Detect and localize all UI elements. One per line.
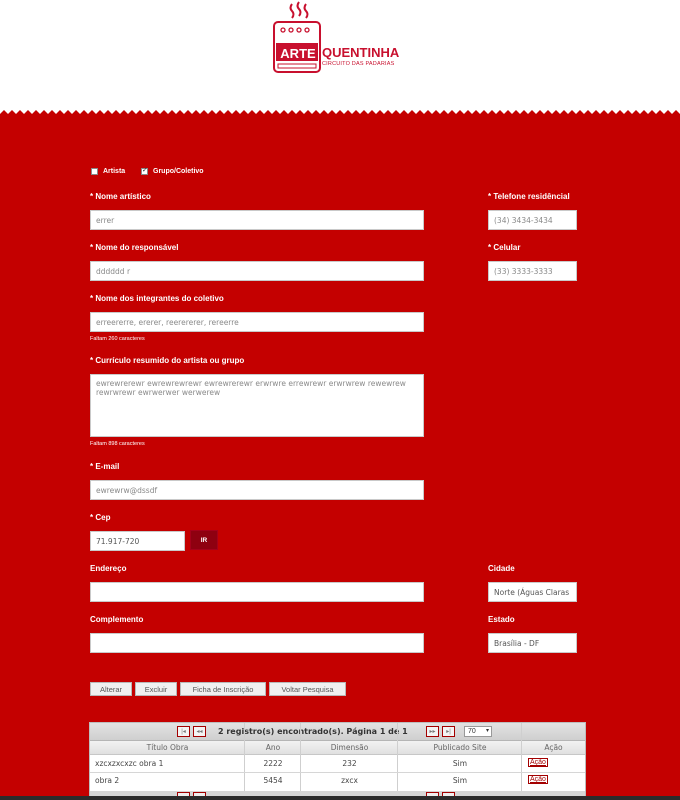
- integrantes-input[interactable]: erreererre, ererer, reerererer, rereerre: [90, 312, 424, 332]
- cell-dimensao: zxcx: [341, 776, 358, 785]
- endereco-label: Endereço: [90, 564, 127, 573]
- email-label: * E-mail: [90, 462, 120, 471]
- grupo-coletivo-checkbox-label: Grupo/Coletivo: [153, 168, 204, 175]
- last-page-button[interactable]: ▸|: [442, 726, 455, 737]
- telefone-input[interactable]: (34) 3434-3434: [488, 210, 577, 230]
- excluir-button[interactable]: Excluir: [135, 682, 177, 696]
- artista-checkbox[interactable]: [91, 168, 98, 175]
- nome-artistico-input[interactable]: errer: [90, 210, 424, 230]
- logo-word-quentinha: QUENTINHA: [322, 45, 400, 60]
- integrantes-char-count: Faltam 260 caracteres: [90, 336, 145, 342]
- cell-titulo: obra 2: [95, 776, 120, 785]
- page-size-select[interactable]: 70 ▾: [464, 726, 492, 737]
- grupo-coletivo-checkbox[interactable]: [141, 168, 148, 175]
- telefone-label: * Telefone residêncial: [488, 192, 570, 201]
- site-header: [0, 0, 680, 115]
- cell-titulo: xzcxzxcxzc obra 1: [95, 759, 164, 768]
- celular-label: * Celular: [488, 243, 521, 252]
- col-header-ano[interactable]: Ano: [265, 743, 281, 752]
- nome-artistico-label: * Nome artístico: [90, 192, 151, 201]
- responsavel-input[interactable]: dddddd r: [90, 261, 424, 281]
- cell-ano: 5454: [263, 776, 283, 785]
- next-page-button[interactable]: ▸▸: [426, 726, 439, 737]
- row-divider: [90, 772, 585, 773]
- cell-publicado: Sim: [452, 759, 468, 768]
- cell-dimensao: 232: [342, 759, 357, 768]
- curriculo-label: * Currículo resumido do artista ou grupo: [90, 356, 245, 365]
- col-header-acao: Ação: [544, 743, 563, 752]
- zigzag-divider: [0, 106, 680, 118]
- cep-label: * Cep: [90, 513, 111, 522]
- complemento-input[interactable]: [90, 633, 424, 653]
- logo-tagline: CIRCUITO DAS PADARIAS: [322, 61, 395, 67]
- cidade-label: Cidade: [488, 564, 515, 573]
- alterar-button[interactable]: Alterar: [90, 682, 132, 696]
- estado-select[interactable]: Brasília - DF: [488, 633, 577, 653]
- col-header-publicado[interactable]: Publicado Site: [433, 743, 487, 752]
- estado-label: Estado: [488, 615, 515, 624]
- window-bottom-edge: [0, 796, 680, 800]
- row-action-link[interactable]: Ação: [530, 759, 546, 766]
- cidade-input[interactable]: Norte (Águas Claras: [488, 582, 577, 602]
- curriculo-char-count: Faltam 898 caracteres: [90, 441, 145, 447]
- obras-grid: [89, 722, 586, 800]
- integrantes-label: * Nome dos integrantes do coletivo: [90, 294, 224, 303]
- responsavel-label: * Nome do responsável: [90, 243, 179, 252]
- pager-status: 2 registro(s) encontrado(s). Página 1 de 1: [218, 727, 408, 736]
- row-action-link[interactable]: Ação: [530, 776, 546, 783]
- endereco-input[interactable]: [90, 582, 424, 602]
- celular-input[interactable]: (33) 3333-3333: [488, 261, 577, 281]
- email-input[interactable]: ewrewrw@dssdf: [90, 480, 424, 500]
- cep-input[interactable]: 71.917-720: [90, 531, 185, 551]
- cell-publicado: Sim: [452, 776, 468, 785]
- arte-quentinha-logo[interactable]: [272, 0, 412, 80]
- first-page-button[interactable]: |◂: [177, 726, 190, 737]
- col-header-titulo[interactable]: Título Obra: [146, 743, 189, 752]
- curriculo-textarea[interactable]: ewrewrerewr ewrewrewrewr ewrewrerewr erwrwre errewrewr erwrwrew rewewrew rewrwrewr ewrwerwer werwerew: [90, 374, 424, 437]
- complemento-label: Complemento: [90, 615, 144, 624]
- steam-icon: [291, 4, 294, 18]
- prev-page-button[interactable]: ◂◂: [193, 726, 206, 737]
- artista-checkbox-label: Artista: [103, 168, 126, 175]
- logo-word-arte: ARTE: [280, 46, 316, 61]
- ficha-inscricao-button[interactable]: Ficha de Inscrição: [180, 682, 266, 696]
- cep-search-button[interactable]: IR: [190, 530, 218, 550]
- cell-ano: 2222: [263, 759, 283, 768]
- voltar-pesquisa-button[interactable]: Voltar Pesquisa: [269, 682, 346, 696]
- col-header-dimensao[interactable]: Dimensão: [330, 743, 369, 752]
